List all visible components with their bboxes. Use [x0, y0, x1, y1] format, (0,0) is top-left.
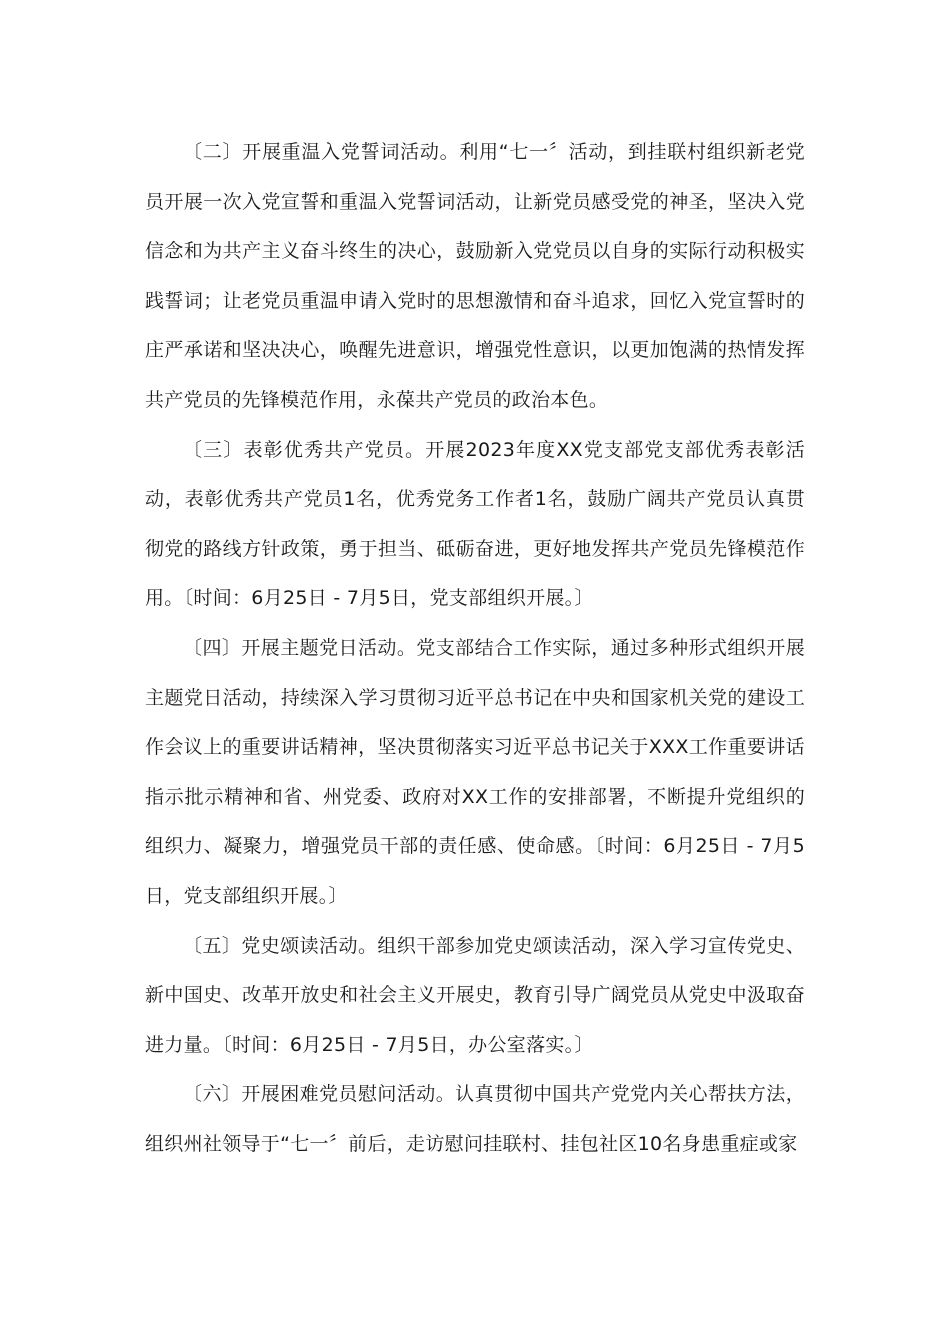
paragraph-activity-5: 〔五〕党史颂读活动。组织干部参加党史颂读活动，深入学习宣传党史、新中国史、改革开放史和社会主义开展史，教育引导广阔党员从党史中汲取奋进力量。〔时间：6月25日 - 7月5日，办公室落实。〕 [145, 934, 805, 1056]
document-body [145, 128, 805, 1169]
paragraph-activity-3: 〔三〕表彰优秀共产党员。开展2023年度XX党支部党支部优秀表彰活动，表彰优秀共产党员1名，优秀党务工作者1名，鼓励广阔共产党员认真贯彻党的路线方针政策，勇于担当、砥砺奋进，更好地发挥共产党员先锋模范作用。〔时间：6月25日 - 7月5日，党支部组织开展。〕 [145, 438, 805, 610]
paragraph-activity-2: 〔二〕开展重温入党誓词活动。利用“七一〞活动，到挂联村组织新老党员开展一次入党宣誓和重温入党誓词活动，让新党员感受党的神圣，坚决入党信念和为共产主义奋斗终生的决心，鼓励新入党党员以自身的实际行动积极实践誓词；让老党员重温申请入党时的思想激情和奋斗追求，回忆入党宣誓时的庄严承诺和坚决决心，唤醒先进意识，增强党性意识，以更加饱满的热情发挥共产党员的先锋模范作用，永葆共产党员的政治本色。 [145, 141, 805, 411]
paragraph-activity-4: 〔四〕开展主题党日活动。党支部结合工作实际，通过多种形式组织开展主题党日活动，持续深入学习贯彻习近平总书记在中央和国家机关党的建设工作会议上的重要讲话精神，坚决贯彻落实习近平总书记关于XXX工作重要讲话指示批示精神和省、州党委、政府对XX工作的安排部署，不断提升党组织的组织力、凝聚力，增强党员干部的责任感、使命感。〔时间：6月25日 - 7月5日，党支部组织开展。〕 [145, 636, 805, 907]
paragraph-activity-6: 〔六〕开展困难党员慰问活动。认真贯彻中国共产党党内关心帮扶方法，组织州社领导于“七一〞前后，走访慰问挂联村、挂包社区10名身患重症或家 [145, 1083, 805, 1155]
